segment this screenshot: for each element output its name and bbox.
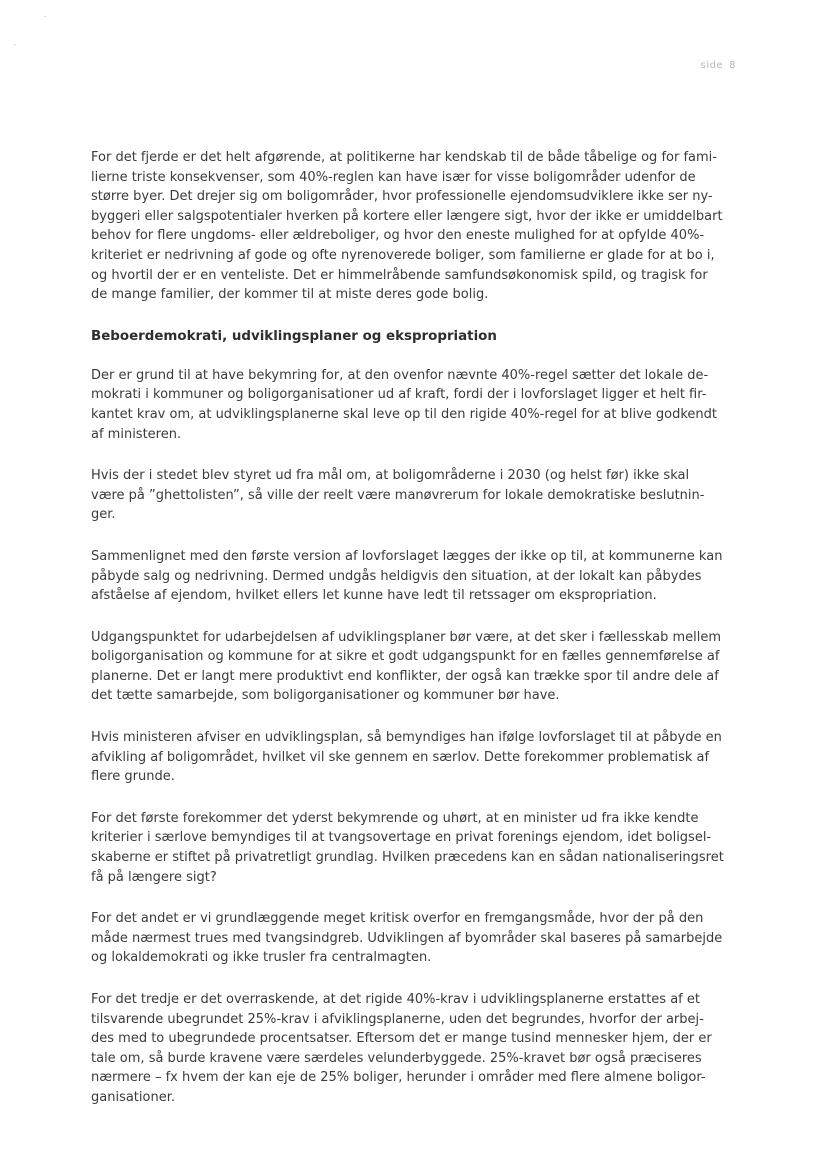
- page-number-label: side: [700, 60, 724, 71]
- body-paragraph: [91, 466, 741, 525]
- body-paragraphs: [91, 366, 741, 1108]
- text-line: lierne triste konsekvenser, som 40%-reglen kan have især for visse boligområder udenfor de: [91, 169, 696, 185]
- page-number-value: 8: [729, 60, 736, 71]
- scan-speck: [14, 44, 16, 45]
- document-body: [91, 148, 741, 1130]
- text-line: og lokaldemokrati og ikke trusler fra centralmagten.: [91, 950, 432, 966]
- scan-speck: [44, 16, 46, 17]
- text-line: være på ”ghettolisten”, så ville der reelt være manøvrerum for lokale demokratiske beslutnin-: [91, 487, 705, 503]
- text-line: få på længere sigt?: [91, 869, 217, 885]
- text-line: mokrati i kommuner og boligorganisationer ud af kraft, fordi der i lovforslaget ligger et helt fir-: [91, 387, 707, 403]
- text-line: Sammenlignet med den første version af lovforslaget lægges der ikke op til, at kommunerne kan: [91, 548, 723, 564]
- text-line: af ministeren.: [91, 426, 182, 442]
- text-line: de mange familier, der kommer til at miste deres gode bolig.: [91, 287, 489, 303]
- text-line: flere grunde.: [91, 769, 175, 785]
- body-paragraph: [91, 547, 741, 606]
- body-paragraph: [91, 366, 741, 444]
- text-line: For det fjerde er det helt afgørende, at politikerne har kendskab til de både tåbelige og for fami-: [91, 150, 717, 165]
- text-line: Udgangspunktet for udarbejdelsen af udviklingsplaner bør være, at det sker i fællesskab mellem: [91, 629, 722, 645]
- text-line: Der er grund til at have bekymring for, at den ovenfor nævnte 40%-regel sætter det lokale de-: [91, 367, 709, 383]
- text-line: planerne. Det er langt mere produktivt end konflikter, der også kan trække spor til andre dele af: [91, 668, 719, 684]
- text-line: påbyde salg og nedrivning. Dermed undgås heldigvis den situation, at der lokalt kan påbydes: [91, 568, 702, 584]
- text-line: nærmere – fx hvem der kan eje de 25% boliger, herunder i områder med flere almene boligor-: [91, 1070, 706, 1086]
- text-line: For det andet er vi grundlæggende meget kritisk overfor en fremgangsmåde, hvor der på den: [91, 911, 704, 927]
- body-paragraph: [91, 909, 741, 968]
- body-paragraph: [91, 809, 741, 887]
- text-line: afståelse af ejendom, hvilket ellers let kunne have ledt til retssager om ekspropriation.: [91, 588, 657, 604]
- text-line: og hvortil der er en venteliste. Det er himmelråbende samfundsøkonomisk spild, og tragisk for: [91, 267, 708, 283]
- body-paragraph: [91, 628, 741, 706]
- text-line: kriteriet er nedrivning af gode og ofte nyrenoverede boliger, som familierne er glade for at bo i,: [91, 247, 715, 263]
- text-line: behov for flere ungdoms- eller ældreboliger, og hvor den eneste mulighed for at opfylde 40%-: [91, 228, 705, 244]
- text-line: det tætte samarbejde, som boligorganisationer og kommuner bør have.: [91, 688, 560, 704]
- text-line: For det første forekommer det yderst bekymrende og uhørt, at en minister ud fra ikke kendte: [91, 810, 699, 826]
- body-paragraph: [91, 990, 741, 1108]
- body-paragraph: [91, 728, 741, 787]
- text-line: afvikling af boligområdet, hvilket vil ske gennem en særlov. Dette forekommer problematisk af: [91, 749, 710, 765]
- text-line: boligorganisation og kommune for at sikre et godt udgangspunkt for en fælles gennemførelse af: [91, 649, 720, 665]
- intro-paragraph: [91, 148, 741, 305]
- page-number: [701, 60, 736, 71]
- text-line: des med to ubegrundede procentsatser. Eftersom det er mange tusind mennesker hjem, der er: [91, 1031, 712, 1047]
- text-line: For det tredje er det overraskende, at det rigide 40%-krav i udviklingsplanerne erstattes af et: [91, 992, 700, 1007]
- text-line: ger.: [91, 507, 116, 523]
- text-line: tale om, så burde kravene være særdeles velunderbyggede. 25%-kravet bør også præciseres: [91, 1050, 702, 1066]
- section-heading: Beboerdemokrati, udviklingsplaner og ekspropriation: [91, 328, 497, 344]
- text-line: kriterier i særlove bemyndiges til at tvangsovertage en privat forenings ejendom, idet boligsel-: [91, 830, 712, 846]
- text-line: Hvis der i stedet blev styret ud fra mål om, at boligområderne i 2030 (og helst før) ikke skal: [91, 468, 690, 484]
- text-line: skaberne er stiftet på privatretligt grundlag. Hvilken præcedens kan en sådan nationaliseringsret: [91, 850, 724, 866]
- text-line: større byer. Det drejer sig om boligområder, hvor professionelle ejendomsudviklere ikke ser ny-: [91, 189, 713, 205]
- text-line: kantet krav om, at udviklingsplanerne skal leve op til den rigide 40%-regel for at blive godkendt: [91, 406, 718, 422]
- text-line: ganisationer.: [91, 1089, 175, 1105]
- text-line: tilsvarende ubegrundet 25%-krav i afviklingsplanerne, uden det begrundes, hvorfor der arbej-: [91, 1011, 704, 1027]
- text-line: måde nærmest trues med tvangsindgreb. Udviklingen af byområder skal baseres på samarbejde: [91, 930, 723, 946]
- text-line: Hvis ministeren afviser en udviklingsplan, så bemyndiges han ifølge lovforslaget til at påbyde en: [91, 730, 722, 746]
- text-line: byggeri eller salgspotentialer hverken på kortere eller længere sigt, hvor der ikke er umiddelbart: [91, 208, 723, 224]
